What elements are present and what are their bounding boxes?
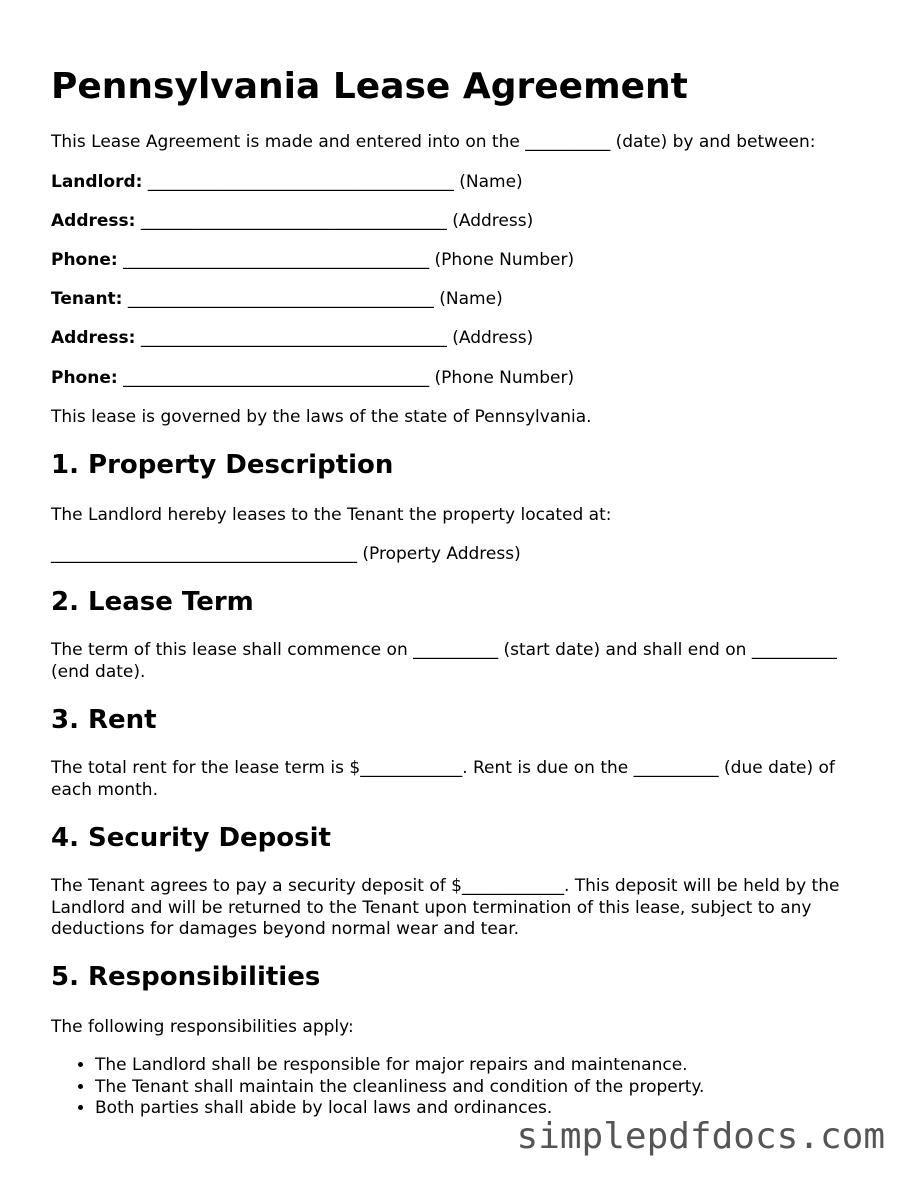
landlord-name-field xyxy=(51,171,523,193)
landlord-phone-field xyxy=(51,249,574,271)
tenant-address-field xyxy=(51,327,533,349)
landlord-address-label: Address: xyxy=(51,211,136,231)
tenant-label: Tenant: xyxy=(51,289,123,309)
landlord-label: Landlord: xyxy=(51,172,143,192)
landlord-phone-label: Phone: xyxy=(51,250,118,270)
section-responsibilities-heading: 5. Responsibilities xyxy=(51,962,321,992)
tenant-phone-label: Phone: xyxy=(51,368,118,388)
watermark: simplepdfdocs.com xyxy=(516,1116,885,1157)
tenant-address-blank: ____________________________________ (Address) xyxy=(140,328,534,348)
tenant-phone-blank: ____________________________________ (Phone Number) xyxy=(123,368,575,388)
section-rent-heading: 3. Rent xyxy=(51,705,157,735)
responsibilities-list xyxy=(51,1055,704,1120)
section-property-text: The Landlord hereby leases to the Tenant the property located at: xyxy=(51,505,612,525)
landlord-phone-blank: ____________________________________ (Phone Number) xyxy=(123,250,575,270)
section-deposit-heading: 4. Security Deposit xyxy=(51,823,331,853)
tenant-name-field xyxy=(51,288,503,310)
property-address-blank: ____________________________________ (Property Address) xyxy=(51,544,521,564)
section-term-text: The term of this lease shall commence on __________ (start date) and shall end on __________ (end date). xyxy=(51,640,837,682)
list-item: • Both parties shall abide by local laws and ordinances. xyxy=(95,1098,704,1120)
list-item: • The Tenant shall maintain the cleanliness and condition of the property. xyxy=(95,1077,704,1099)
document-title: Pennsylvania Lease Agreement xyxy=(51,66,688,107)
governing-law-text: This lease is governed by the laws of the state of Pennsylvania. xyxy=(51,407,592,427)
tenant-name-blank: ____________________________________ (Name) xyxy=(127,289,503,309)
list-item: • The Landlord shall be responsible for major repairs and maintenance. xyxy=(95,1055,704,1077)
landlord-address-blank: ____________________________________ (Address) xyxy=(140,211,534,231)
section-property-heading: 1. Property Description xyxy=(51,450,394,480)
intro-text: This Lease Agreement is made and entered into on the __________ (date) by and between: xyxy=(51,132,816,152)
tenant-phone-field xyxy=(51,367,574,389)
landlord-name-blank: ____________________________________ (Name) xyxy=(147,172,523,192)
section-responsibilities-text: The following responsibilities apply: xyxy=(51,1017,354,1037)
tenant-address-label: Address: xyxy=(51,328,136,348)
section-rent-text: The total rent for the lease term is $____________. Rent is due on the __________ (due date) of each month. xyxy=(51,758,835,800)
section-deposit-text: The Tenant agrees to pay a security deposit of $____________. This deposit will be held by the Landlord and will be returned to the Tenant upon termination of this lease, subject to any deductions for damages beyond normal wear and tear. xyxy=(51,876,840,939)
landlord-address-field xyxy=(51,210,533,232)
section-term-heading: 2. Lease Term xyxy=(51,587,254,617)
